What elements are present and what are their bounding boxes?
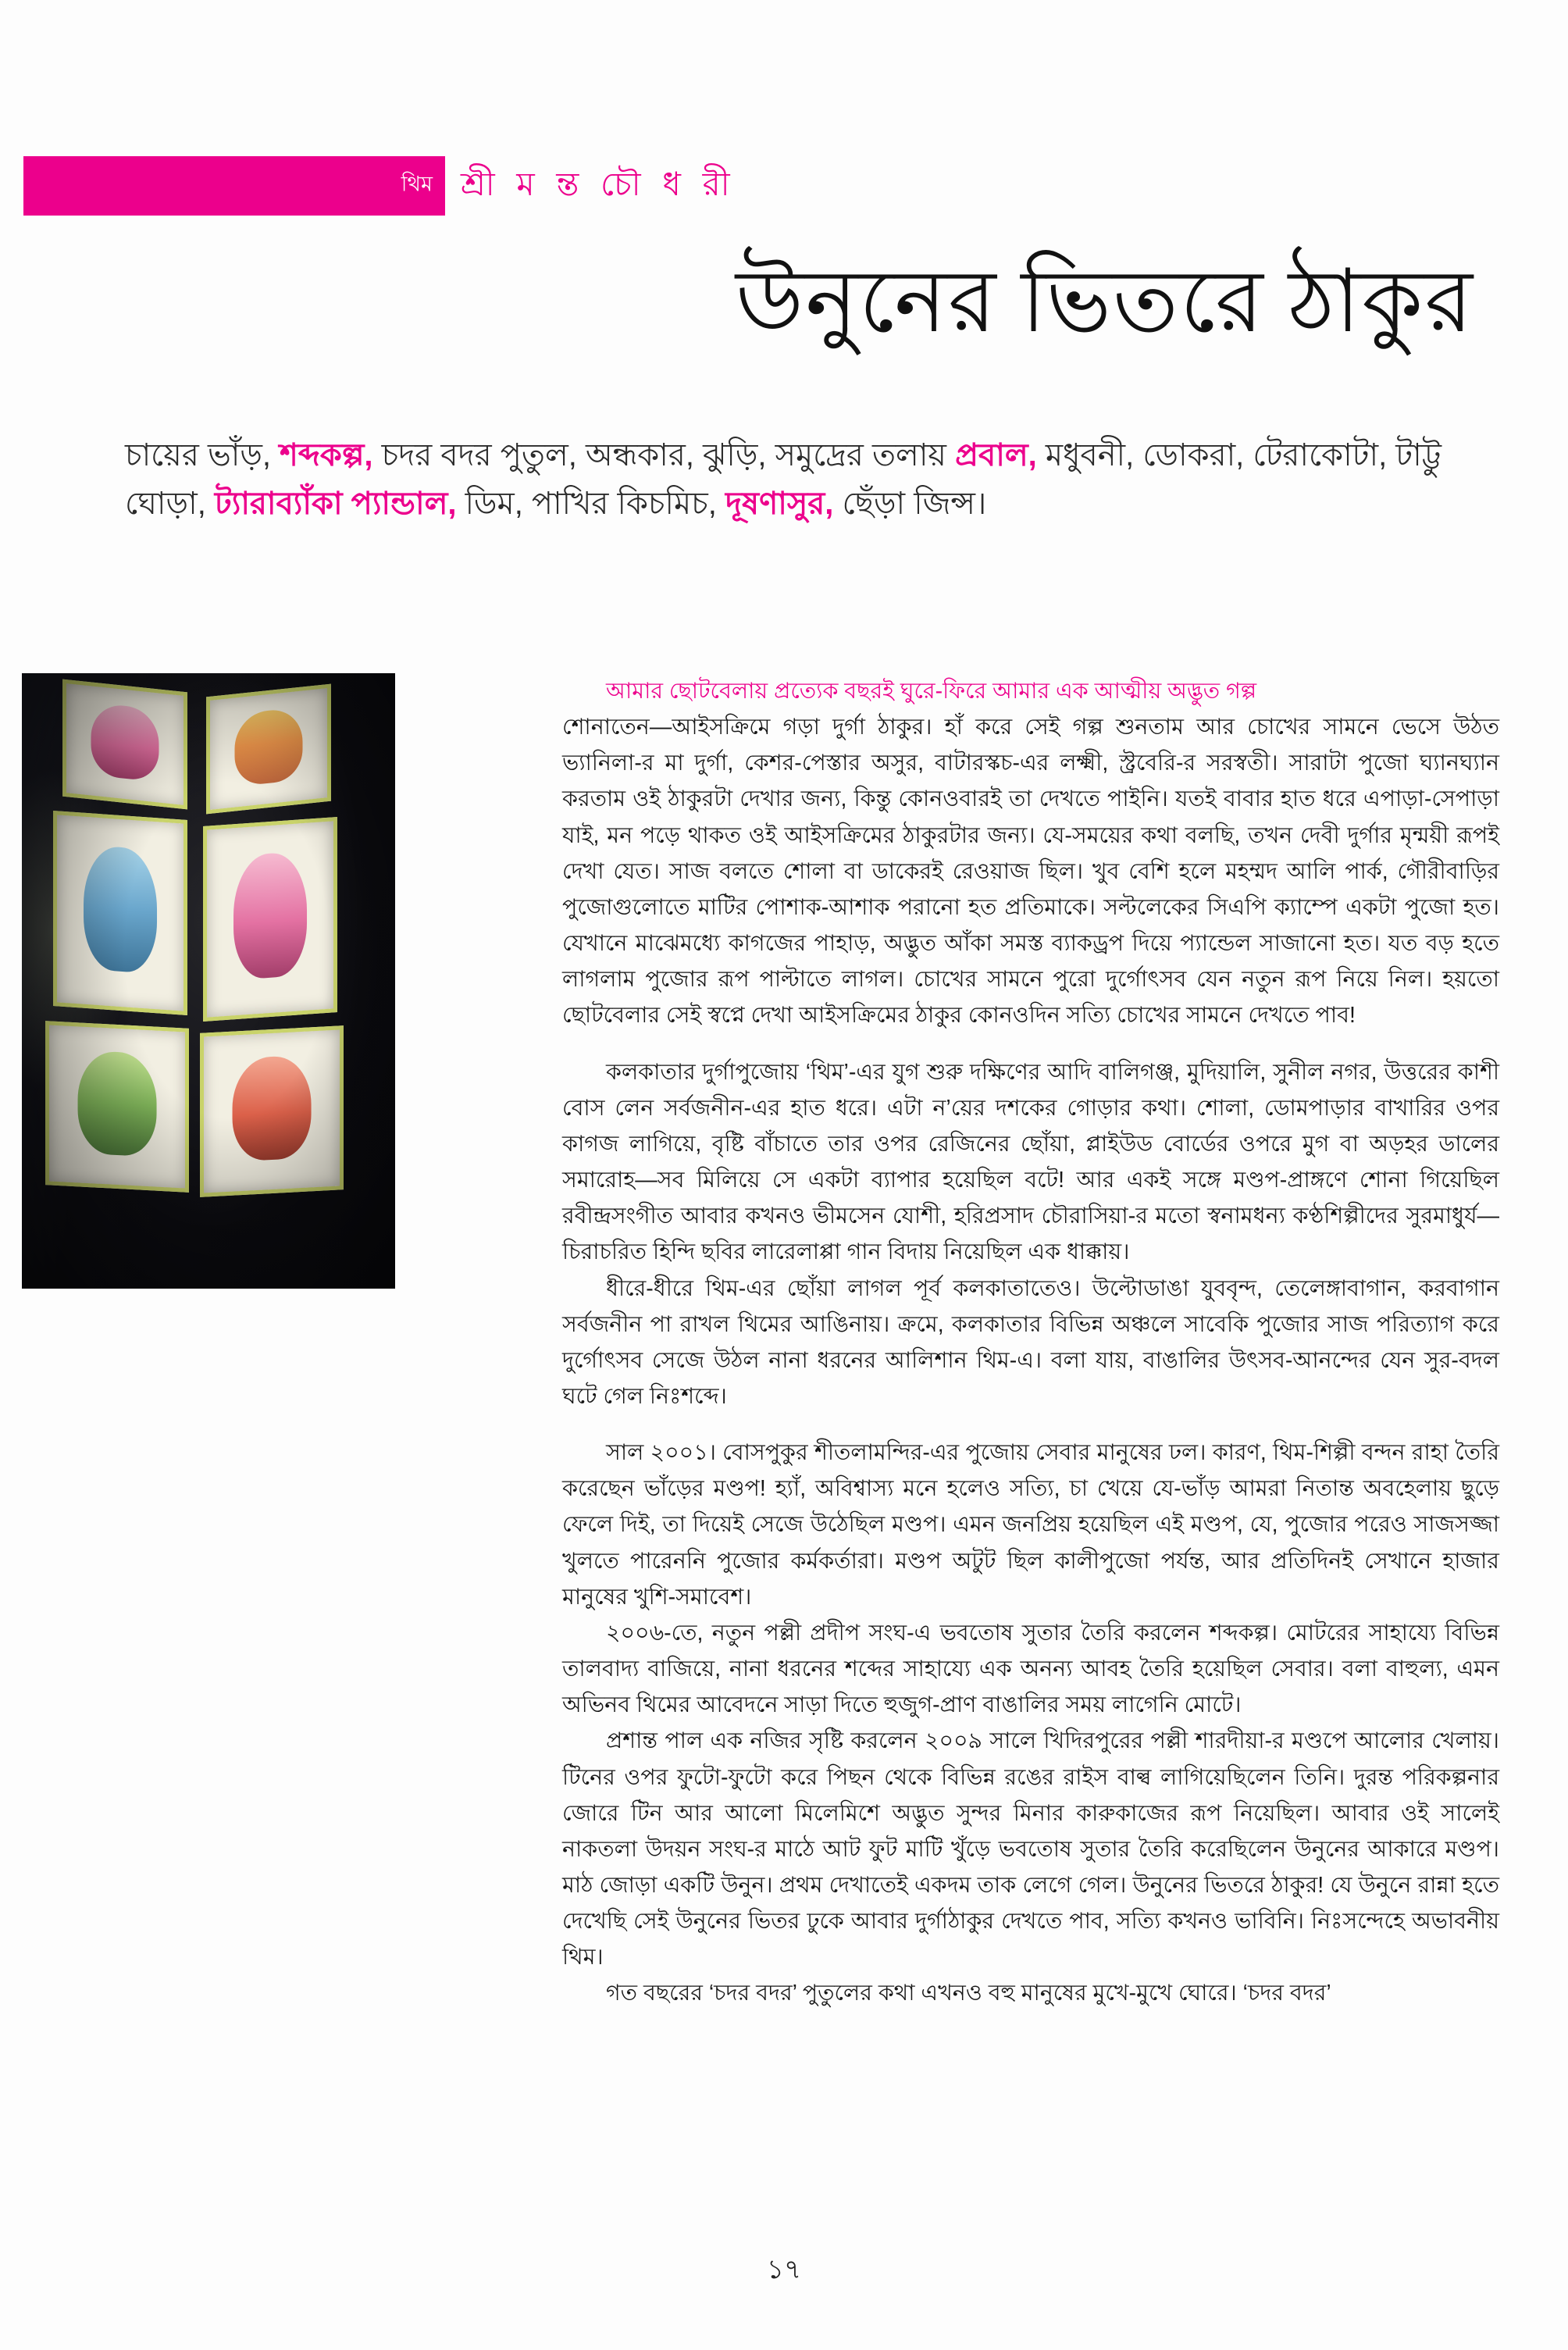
standfirst-text-3: মধুবনী, ডোকরা, টেরাকোটা, টাট্টু ঘোড়া, (125, 438, 1441, 521)
standfirst-highlight-4: দূষণাসুর, (725, 487, 834, 521)
theme-tag (23, 156, 445, 216)
body-paragraph: শোনাতেন—আইসক্রিমে গড়া দুর্গা ঠাকুর। হাঁ করে সেই গল্প শুনতাম আর চোখের সামনে ভেসে উঠত ভ্যানিলা-র মা দুর্গা, কেশর-পেস্তার অসুর, বাটারস্কচ-এর লক্ষ্মী, স্ট্রবেরি-র সরস্বতী। সারাটা পুজো ঘ্যানঘ্যান করতাম ওই ঠাকুরটা দেখার জন্য, কিন্তু কোনওবারই তা দেখতে পাইনি। যতই বাবার হাত ধরে এপাড়া-সেপাড়া যাই, মন পড়ে থাকত ওই আইসক্রিমের ঠাকুরটার জন্য। যে-সময়ের কথা বলছি, তখন দেবী দুর্গার মৃন্ময়ী রূপই দেখা যেত। সাজ বলতে শোলা বা ডাকেরই রেওয়াজ ছিল। খুব বেশি হলে মহম্মদ আলি পার্ক, গৌরীবাড়ির পুজোগুলোতে মাটির পোশাক-আশাক পরানো হত প্রতিমাকে। সল্টলেকের সিএপি ক্যাম্পে একটা পুজো হত। যেখানে মাঝেমধ্যে কাগজের পাহাড়, অদ্ভুত আঁকা সমস্ত ব্যাকড্রপ দিয়ে প্যান্ডেল সাজানো হত। যত বড় হতে লাগলাম পুজোর রূপ পাল্টাতে লাগল। চোখের সামনে পুরো দুর্গোৎসব যেন নতুন রূপ নিয়ে নিল। হয়তো ছোটবেলার সেই স্বপ্নে দেখা আইসক্রিমের ঠাকুর কোনওদিন সত্যি চোখের সামনে দেখতে পাব! (562, 715, 1499, 1029)
body-lead-line: আমার ছোটবেলায় প্রত্যেক বছরই ঘুরে-ফিরে আমার এক আত্মীয় অদ্ভুত গল্প (606, 679, 1257, 704)
standfirst-text-1: চায়ের ভাঁড়, (125, 438, 280, 472)
author-name: শ্রী ম ন্ত চৌ ধ রী (461, 166, 736, 202)
body-paragraph: ধীরে-ধীরে থিম-এর ছোঁয়া লাগল পূর্ব কলকাতাতেও। উল্টোডাঙা যুববৃন্দ, তেলেঙ্গাবাগান, করবাগান সর্বজনীন পা রাখল থিমের আঙিনায়। ক্রমে, কলকাতার বিভিন্ন অঞ্চলে সাবেকি পুজোর সাজ পরিত্যাগ করে দুর্গোৎসব সেজে উঠল নানা ধরনের আলিশান থিম-এ। বলা যায়, বাঙালির উৎসব-আনন্দের যেন সুর-বদল ঘটে গেল নিঃশব্দে। (562, 1275, 1499, 1409)
standfirst-highlight-1: শব্দকল্প, (280, 438, 373, 472)
standfirst-highlight-3: ট্যারাব্যাঁকা প্যান্ডাল, (214, 487, 457, 521)
body-paragraph: কলকাতার দুর্গাপুজোয় ‘থিম’-এর যুগ শুরু দক্ষিণের আদি বালিগঞ্জ, মুদিয়ালি, সুনীল নগর, উত্তরের কাশী বোস লেন সর্বজনীন-এর হাত ধরে। এটা ন’য়ের দশকের গোড়ার কথা। শোলা, ডোমপাড়ার বাখারির ওপর কাগজ লাগিয়ে, বৃষ্টি বাঁচাতে তার ওপর রেজিনের ছোঁয়া, প্লাইউড বোর্ডের ওপরে মুগ বা অড়হর ডালের সমারোহ—সব মিলিয়ে সে একটা ব্যাপার হয়েছিল বটে! আর একই সঙ্গে মণ্ডপ-প্রাঙ্গণে শোনা গিয়েছিল রবীন্দ্রসংগীত আবার কখনও ভীমসেন যোশী, হরিপ্রসাদ চৌরাসিয়া-র মতো স্বনামধন্য কণ্ঠশিল্পীদের সুরমাধুর্য—চিরাচরিত হিন্দি ছবির লারেলাপ্পা গান বিদায় নিয়েছিল এক ধাক্কায়। (562, 1059, 1499, 1265)
photo-vignette (22, 673, 395, 1289)
standfirst-text-4: ডিম, পাখির কিচমিচ, (465, 487, 725, 521)
standfirst-text-2: চদর বদর পুতুল, অন্ধকার, ঝুড়ি, সমুদ্রের তলায় (372, 438, 946, 472)
theme-tag-label: থিম (401, 172, 433, 196)
photo-image (22, 673, 395, 1289)
article-body-column-1 (562, 673, 1499, 2012)
body-paragraph: গত বছরের ‘চদর বদর’ পুতুলের কথা এখনও বহু মানুষের মুখে-মুখে ঘোরে। ‘চদর বদর’ (606, 1981, 1331, 2006)
body-paragraph: ২০০৬-তে, নতুন পল্লী প্রদীপ সংঘ-এ ভবতোষ সুতার তৈরি করলেন শব্দকল্প। মোটরের সাহায্যে বিভিন্ন তালবাদ্য বাজিয়ে, নানা ধরনের শব্দের সাহায্যে এক অনন্য আবহ তৈরি হয়েছিল সেবার। বলা বাহুল্য, এমন অভিনব থিমের আবেদনে সাড়া দিতে হুজুগ-প্রাণ বাঙালির সময় লাগেনি মোটে। (562, 1620, 1499, 1718)
standfirst-highlight-2: প্রবাল, (955, 438, 1037, 472)
standfirst-text-5: ছেঁড়া জিন্স। (833, 487, 987, 521)
body-paragraph: সাল ২০০১। বোসপুকুর শীতলামন্দির-এর পুজোয় সেবার মানুষের ঢল। কারণ, থিম-শিল্পী বন্দন রাহা তৈরি করেছেন ভাঁড়ের মণ্ডপ! হ্যাঁ, অবিশ্বাস্য মনে হলেও সত্যি, চা খেয়ে যে-ভাঁড় আমরা নিতান্ত অবহেলায় ছুড়ে ফেলে দিই, তা দিয়েই সেজে উঠেছিল মণ্ডপ। এমন জনপ্রিয় হয়েছিল এই মণ্ডপ, যে, পুজোর পরেও সাজসজ্জা খুলতে পারেননি পুজোর কর্মকর্তারা। মণ্ডপ অটুট ছিল কালীপুজো পর্যন্ত, আর প্রতিদিনই সেখানে হাজার মানুষের খুশি-সমাবেশ। (562, 1440, 1499, 1610)
page-number: ১৭ (766, 2255, 802, 2284)
article-title: উনুনের ভিতরে ঠাকুর (736, 254, 1474, 351)
standfirst-keywords (125, 431, 1499, 528)
article-photo (22, 673, 395, 1289)
body-paragraph: প্রশান্ত পাল এক নজির সৃষ্টি করলেন ২০০৯ সালে খিদিরপুরের পল্লী শারদীয়া-র মণ্ডপে আলোর খেলায়। টিনের ওপর ফুটো-ফুটো করে পিছন থেকে বিভিন্ন রঙের রাইস বাল্ব লাগিয়েছিলেন তিনি। দুরন্ত পরিকল্পনার জোরে টিন আর আলো মিলেমিশে অদ্ভুত সুন্দর মিনার কারুকাজের রূপ নিয়েছিল। আবার ওই সালেই নাকতলা উদয়ন সংঘ-র মাঠে আট ফুট মাটি খুঁড়ে ভবতোষ সুতার তৈরি করেছিলেন উনুনের আকারে মণ্ডপ। মাঠ জোড়া একটি উনুন। প্রথম দেখাতেই একদম তাক লেগে গেল। উনুনের ভিতরে ঠাকুর! যে উনুনে রান্না হতে দেখেছি সেই উনুনের ভিতর ঢুকে আবার দুর্গাঠাকুর দেখতে পাব, সত্যি কখনও ভাবিনি। নিঃসন্দেহে অভাবনীয় থিম। (562, 1728, 1499, 1970)
